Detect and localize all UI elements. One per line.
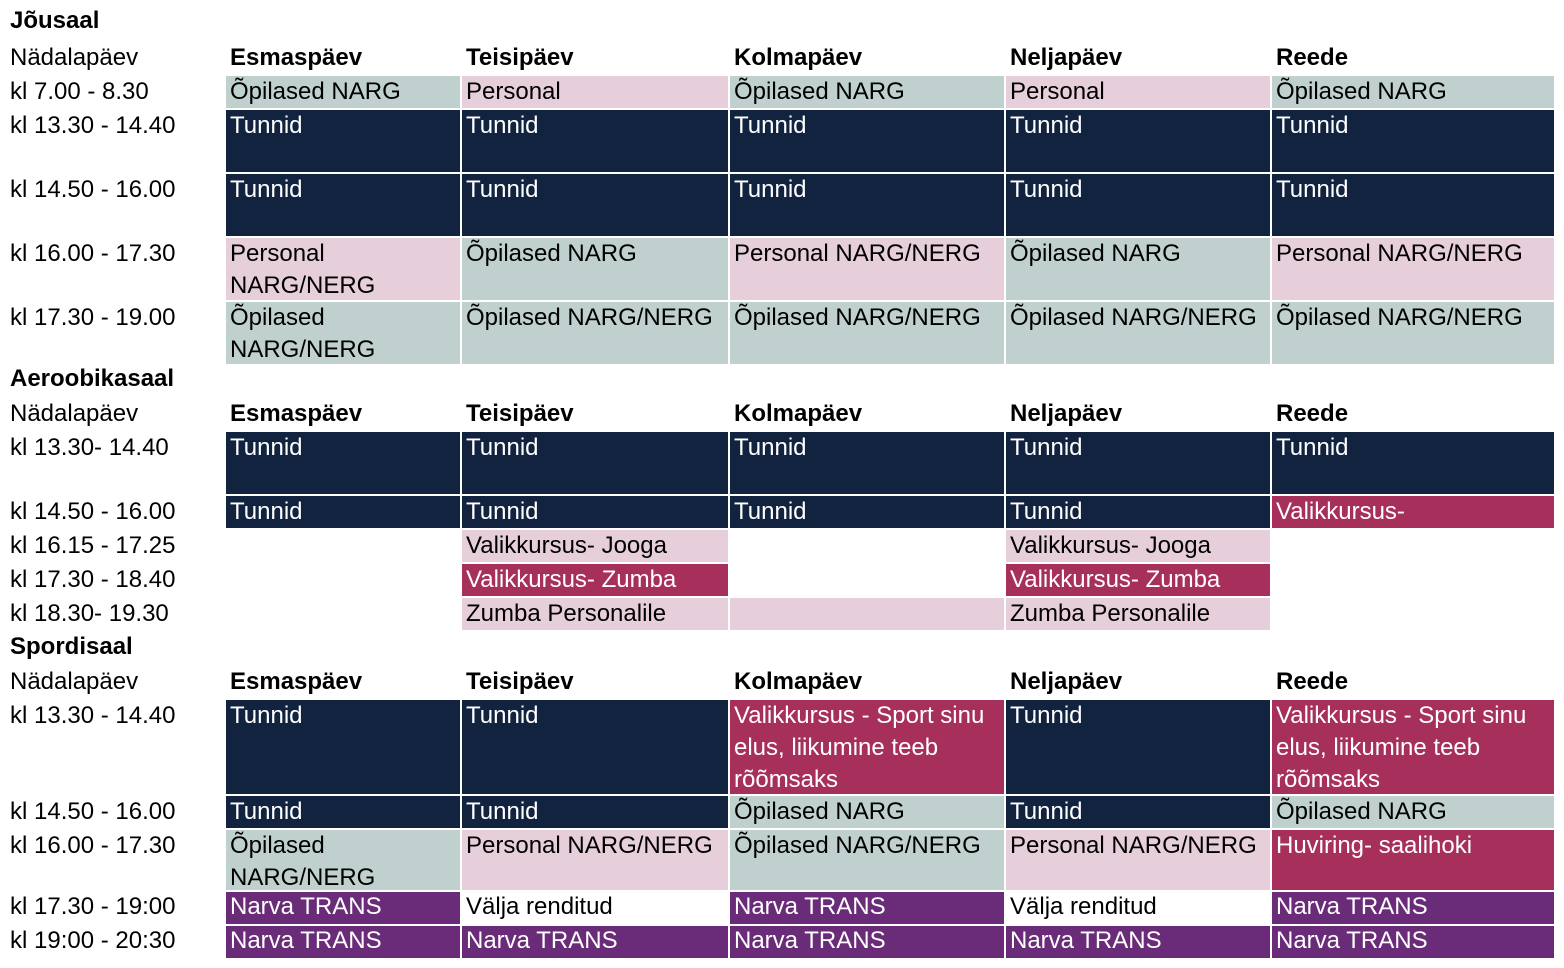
schedule-row xyxy=(0,432,1564,494)
schedule-cell: Õpilased NARG xyxy=(226,76,460,108)
schedule-cell xyxy=(730,530,1004,562)
schedule-cell: Narva TRANS xyxy=(730,926,1004,958)
schedule-cell: Personal xyxy=(462,76,728,108)
schedule-cell: Tunnid xyxy=(1006,174,1270,236)
schedule-cell: Välja renditud xyxy=(1010,893,1157,920)
schedule-cell xyxy=(730,564,1004,596)
day-header: Kolmapäev xyxy=(734,44,863,71)
schedule-cell: Tunnid xyxy=(1006,700,1270,794)
schedule-row xyxy=(0,700,1564,794)
schedule-cell: Õpilased NARG/NERG xyxy=(226,302,460,364)
day-header: Reede xyxy=(1276,668,1349,695)
schedule-cell: Personal NARG/NERG xyxy=(462,830,728,890)
schedule-cell: Narva TRANS xyxy=(462,926,728,958)
weekday-label: Nädalapäev xyxy=(10,400,139,427)
time-slot: kl 13.30 - 14.40 xyxy=(10,112,176,139)
schedule-cell: Tunnid xyxy=(226,796,460,828)
schedule-cell: Narva TRANS xyxy=(226,926,460,958)
schedule-cell: Õpilased NARG xyxy=(730,796,1004,828)
schedule-cell xyxy=(226,530,460,562)
schedule-cell: Valikkursus- xyxy=(1272,496,1554,528)
schedule-row xyxy=(0,598,1564,630)
schedule-cell xyxy=(730,598,1004,630)
time-slot: kl 14.50 - 16.00 xyxy=(10,176,176,203)
schedule-cell: Tunnid xyxy=(226,432,460,494)
schedule-cell: Personal xyxy=(1006,76,1270,108)
schedule-cell: Tunnid xyxy=(462,432,728,494)
time-slot: kl 17.30 - 19:00 xyxy=(10,893,176,920)
schedule-cell xyxy=(226,598,460,630)
time-slot: kl 18.30- 19.30 xyxy=(10,600,169,627)
schedule-cell: Valikkursus- Jooga xyxy=(462,530,728,562)
section-title-spordisaal: Spordisaal xyxy=(10,633,133,660)
day-header: Neljapäev xyxy=(1010,668,1123,695)
schedule-cell: Personal NARG/NERG xyxy=(730,238,1004,300)
day-header: Neljapäev xyxy=(1010,44,1123,71)
header-row xyxy=(0,398,1564,430)
schedule-row xyxy=(0,302,1564,364)
section-title-jousaal: Jõusaal xyxy=(10,7,100,34)
time-slot: kl 16.00 - 17.30 xyxy=(10,240,176,267)
time-slot: kl 17.30 - 18.40 xyxy=(10,566,176,593)
time-slot: kl 19:00 - 20:30 xyxy=(10,927,176,954)
schedule-row xyxy=(0,174,1564,236)
schedule-row xyxy=(0,110,1564,172)
schedule-cell: Tunnid xyxy=(226,110,460,172)
day-header: Esmaspäev xyxy=(230,668,363,695)
schedule-cell: Õpilased NARG xyxy=(1272,76,1554,108)
schedule-cell: Zumba Personalile xyxy=(462,598,728,630)
schedule-cell: Tunnid xyxy=(462,110,728,172)
time-slot: kl 14.50 - 16.00 xyxy=(10,498,176,525)
time-slot: kl 7.00 - 8.30 xyxy=(10,78,149,105)
day-header: Reede xyxy=(1276,44,1349,71)
day-header: Teisipäev xyxy=(466,668,574,695)
schedule-cell: Õpilased NARG/NERG xyxy=(1272,302,1554,364)
schedule-cell: Tunnid xyxy=(1006,496,1270,528)
schedule-cell: Tunnid xyxy=(730,432,1004,494)
day-header: Reede xyxy=(1276,400,1349,427)
schedule-cell: Tunnid xyxy=(226,174,460,236)
schedule-cell: Valikkursus - Sport sinu elus, liikumine teeb rõõmsaks xyxy=(730,700,1004,794)
schedule-cell: Valikkursus- Jooga xyxy=(1006,530,1270,562)
schedule-cell: Zumba Personalile xyxy=(1006,598,1270,630)
schedule-row xyxy=(0,926,1564,958)
day-header: Neljapäev xyxy=(1010,400,1123,427)
schedule-cell: Tunnid xyxy=(462,700,728,794)
schedule-cell: Narva TRANS xyxy=(1272,926,1554,958)
schedule-cell: Tunnid xyxy=(462,796,728,828)
time-slot: kl 13.30 - 14.40 xyxy=(10,702,176,729)
day-header: Esmaspäev xyxy=(230,44,363,71)
schedule-cell: Huviring- saalihoki xyxy=(1272,830,1554,890)
day-header: Esmaspäev xyxy=(230,400,363,427)
weekday-label: Nädalapäev xyxy=(10,44,139,71)
schedule-cell: Õpilased NARG xyxy=(1272,796,1554,828)
schedule-cell: Tunnid xyxy=(462,174,728,236)
time-slot: kl 14.50 - 16.00 xyxy=(10,798,176,825)
schedule-row xyxy=(0,796,1564,828)
schedule-row xyxy=(0,892,1564,924)
schedule-cell: Valikkursus - Sport sinu elus, liikumine teeb rõõmsaks xyxy=(1272,700,1554,794)
schedule-cell: Tunnid xyxy=(1006,110,1270,172)
schedule-cell: Tunnid xyxy=(226,700,460,794)
schedule-cell: Tunnid xyxy=(1272,110,1554,172)
schedule-cell xyxy=(1272,598,1554,630)
schedule-cell: Narva TRANS xyxy=(1006,926,1270,958)
day-header: Kolmapäev xyxy=(734,400,863,427)
schedule-cell xyxy=(1272,530,1554,562)
schedule-cell xyxy=(226,564,460,596)
time-slot: kl 16.00 - 17.30 xyxy=(10,832,176,859)
schedule-row xyxy=(0,530,1564,562)
schedule-cell: Tunnid xyxy=(1006,796,1270,828)
schedule-cell: Õpilased NARG/NERG xyxy=(1006,302,1270,364)
schedule-cell: Personal NARG/NERG xyxy=(1006,830,1270,890)
schedule-cell: Õpilased NARG xyxy=(730,76,1004,108)
schedule-cell: Narva TRANS xyxy=(1272,892,1554,924)
header-row xyxy=(0,42,1564,74)
schedule-cell: Õpilased NARG xyxy=(462,238,728,300)
day-header: Teisipäev xyxy=(466,400,574,427)
schedule-cell: Tunnid xyxy=(730,174,1004,236)
schedule-cell: Narva TRANS xyxy=(226,892,460,924)
schedule-row xyxy=(0,76,1564,108)
schedule-cell: Õpilased NARG xyxy=(1006,238,1270,300)
time-slot: kl 13.30- 14.40 xyxy=(10,434,169,461)
time-slot: kl 16.15 - 17.25 xyxy=(10,532,176,559)
header-row xyxy=(0,666,1564,698)
schedule-row xyxy=(0,830,1564,890)
schedule-cell: Tunnid xyxy=(1272,432,1554,494)
weekday-label: Nädalapäev xyxy=(10,668,139,695)
schedule-cell: Valikkursus- Zumba xyxy=(1006,564,1270,596)
schedule-cell: Õpilased NARG/NERG xyxy=(462,302,728,364)
schedule-row xyxy=(0,238,1564,300)
schedule-cell xyxy=(1272,564,1554,596)
schedule-cell: Tunnid xyxy=(1006,432,1270,494)
time-slot: kl 17.30 - 19.00 xyxy=(10,304,176,331)
day-header: Teisipäev xyxy=(466,44,574,71)
schedule-cell: Narva TRANS xyxy=(730,892,1004,924)
schedule-cell: Tunnid xyxy=(226,496,460,528)
schedule-cell: Tunnid xyxy=(730,496,1004,528)
section-title-aeroobikasaal: Aeroobikasaal xyxy=(10,365,175,392)
schedule-cell: Personal NARG/NERG xyxy=(226,238,460,300)
schedule-row xyxy=(0,496,1564,528)
schedule-cell: Valikkursus- Zumba xyxy=(462,564,728,596)
schedule-cell: Välja renditud xyxy=(466,893,613,920)
schedule-cell: Õpilased NARG/NERG xyxy=(730,830,1004,890)
schedule-cell: Tunnid xyxy=(462,496,728,528)
schedule-cell: Õpilased NARG/NERG xyxy=(226,830,460,890)
day-header: Kolmapäev xyxy=(734,668,863,695)
schedule-cell: Õpilased NARG/NERG xyxy=(730,302,1004,364)
schedule-cell: Tunnid xyxy=(1272,174,1554,236)
schedule-cell: Personal NARG/NERG xyxy=(1272,238,1554,300)
schedule-cell: Tunnid xyxy=(730,110,1004,172)
schedule-row xyxy=(0,564,1564,596)
